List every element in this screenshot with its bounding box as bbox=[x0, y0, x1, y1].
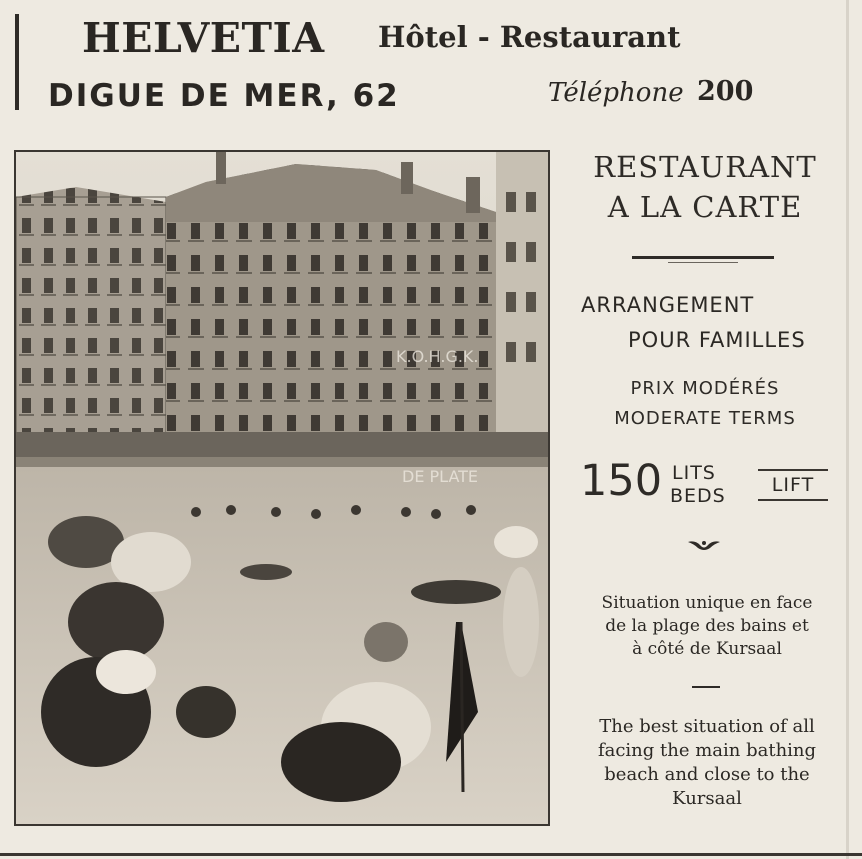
left-border-rule bbox=[15, 14, 19, 110]
watermark-line-2: DE PLATE bbox=[402, 467, 479, 486]
hotel-subtitle: Hôtel - Restaurant bbox=[378, 20, 681, 54]
prices-english: MODERATE TERMS bbox=[614, 408, 796, 429]
divider-rule bbox=[632, 256, 774, 259]
location-english bbox=[574, 715, 840, 811]
location-french-line: de la plage des bains et bbox=[605, 616, 809, 636]
beds-label-english: BEDS bbox=[670, 485, 726, 507]
beds-count: 150 bbox=[580, 456, 663, 506]
lift-label: LIFT bbox=[758, 469, 828, 501]
arrangement-line-1: ARRANGEMENT bbox=[581, 293, 755, 317]
hotel-name: HELVETIA bbox=[82, 14, 325, 62]
location-french bbox=[572, 592, 842, 661]
ornament-icon bbox=[686, 538, 722, 552]
restaurant-line-2: A LA CARTE bbox=[607, 190, 803, 224]
location-english-line: beach and close to the bbox=[604, 764, 810, 785]
right-edge bbox=[846, 0, 849, 859]
beach-photo bbox=[14, 150, 550, 826]
phone-label: Téléphone bbox=[548, 78, 684, 108]
location-english-line: facing the main bathing bbox=[597, 740, 817, 761]
location-english-line: Kursaal bbox=[672, 788, 742, 809]
beds-label-french: LITS bbox=[672, 462, 716, 484]
right-building bbox=[496, 152, 548, 452]
prices-french: PRIX MODÉRÉS bbox=[630, 378, 780, 399]
left-building bbox=[16, 187, 166, 452]
divider-rule-thin bbox=[668, 262, 738, 263]
restaurant-line-1: RESTAURANT bbox=[593, 150, 817, 184]
phone-number: 200 bbox=[697, 76, 754, 107]
location-french-line: Situation unique en face bbox=[601, 593, 813, 613]
hotel-address: DIGUE DE MER, 62 bbox=[48, 78, 400, 114]
bottom-border-rule bbox=[0, 853, 862, 856]
location-english-line: The best situation of all bbox=[599, 716, 815, 737]
watermark-line-1: K.O.H.G.K. bbox=[396, 347, 479, 366]
short-divider bbox=[692, 686, 720, 688]
beach-photo-illustration bbox=[16, 152, 548, 824]
location-french-line: à côté de Kursaal bbox=[632, 639, 782, 659]
arrangement-line-2: POUR FAMILLES bbox=[628, 328, 806, 352]
